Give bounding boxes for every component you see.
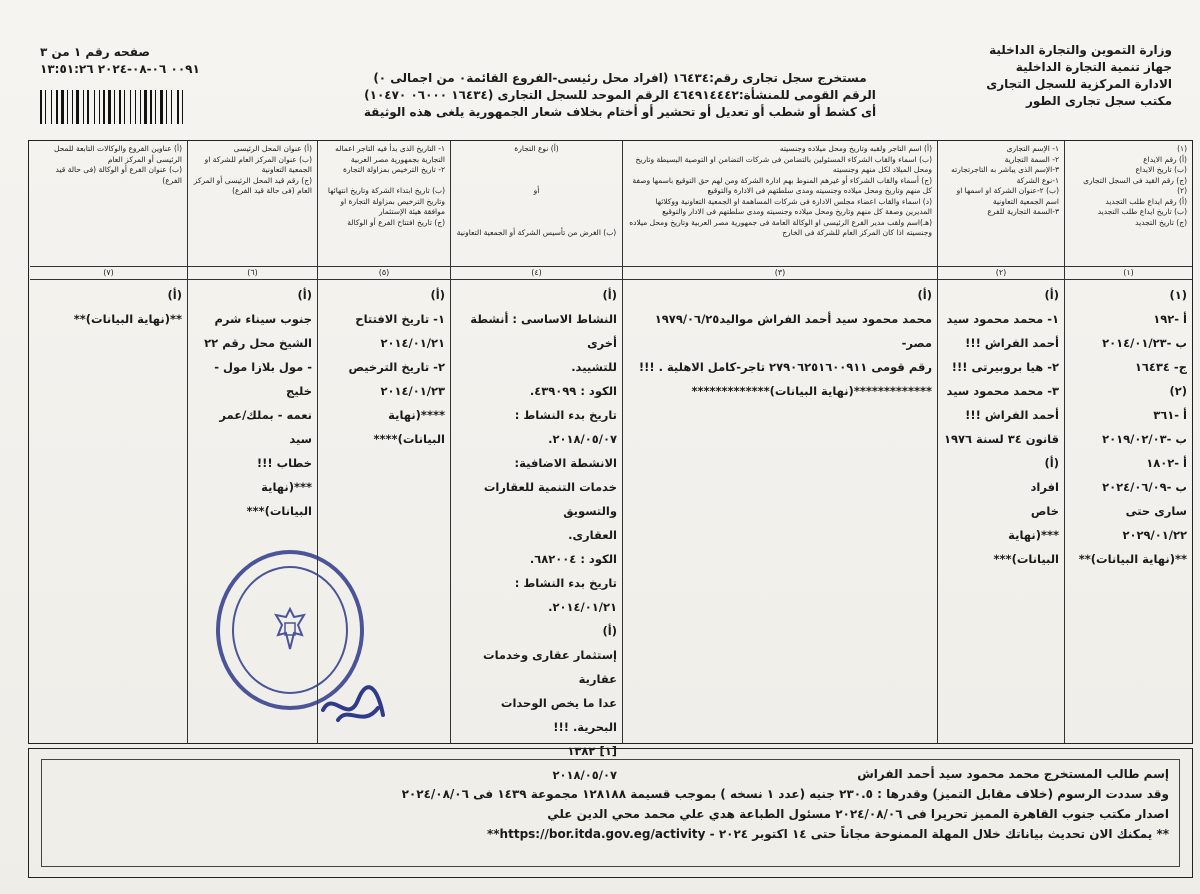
column-body: (أ) **(نهاية البيانات)** bbox=[73, 288, 182, 326]
requester-name: إسم طالب المستخرج محمد محمود سيد أحمد الفراش bbox=[857, 767, 1169, 781]
column-body: (أ) جنوب سيناء شرم الشيخ محل رقم ٢٢ - مول بلازا مول - خليج نعمه - بملك/عمر سيد خطاب !!! ***(نهاية البيانات)*** bbox=[204, 288, 312, 518]
column-2 bbox=[937, 141, 1064, 743]
ministry-line: وزارة التموين والتجارة الداخلية bbox=[989, 43, 1172, 57]
column-3 bbox=[622, 141, 937, 743]
fees-paid: وقد سددت الرسوم (خلاف مقابل التميز) وقدرها : ٢٣٠.٥ جنيه (عدد ١ نسخه ) بموجب قسيمة ١٢٨١٨٨ مجموعة ١٤٣٩ فى ٢٠٢٤/٠٨/٠٦ bbox=[401, 787, 1169, 801]
column-4 bbox=[450, 141, 622, 782]
column-body: (١) أ -١٩٢ ب -٢٠١٤/٠١/٢٣ ج- ١٦٤٣٤ (٢) أ -٣٦١ ب -٢٠١٩/٠٢/٠٣ أ -١٨٠٢ ب -٢٠٢٤/٠٦/٠٩ سارى حتى ٢٠٢٩/٠١/٢٢ **(نهاية البيانات)** bbox=[1078, 288, 1187, 566]
issuing-office: اصدار مكتب جنوب القاهرة المميز تحريرا فى ٢٠٢٤/٠٨/٠٦ مسئول الطباعة هدي علي محمد محي الدين علي bbox=[547, 807, 1169, 821]
column-header: (أ) نوع التجارة أو (ب) الغرض من تأسيس الشركة أو الجمعية التعاونية bbox=[451, 141, 622, 267]
column-body: (أ) ١- تاريخ الافتتاح ٢٠١٤/٠١/٢١ ٢- تاريخ الترخيص ٢٠١٤/٠١/٢٣ ****(نهاية البيانات)**** bbox=[348, 288, 445, 446]
column-number: (٢) bbox=[938, 267, 1064, 280]
column-number: (٧) bbox=[30, 267, 187, 280]
column-number: (٦) bbox=[188, 267, 317, 280]
registry-numbers: الرقم القومى للمنشأة:٤٦٤٩١٤٤٤٢ الرقم الموحد للسجل التجارى (١٦٤٣٤ ٠٦٠٠٠ ١٠٤٧٠) bbox=[364, 88, 876, 102]
column-header: ١- الإسم التجارى ٢- السمة التجارية ٣-الإسم الذى يباشر به التاجرتجارته ١-نوع الشركة (ب) ٢-عنوان الشركة او اسمها او اسم الجمعية التعاونية ٣-السمة التجارية للفرع bbox=[938, 141, 1064, 267]
column-number: (٥) bbox=[318, 267, 450, 280]
column-7 bbox=[30, 141, 187, 743]
extract-title: مستخرج سجل تجارى رقم:١٦٤٣٤ (افراد محل رئيسى-الفروع القائمة٠ من اجمالى ٠) bbox=[373, 71, 867, 85]
column-body: (أ) ١- محمد محمود سيد أحمد الفراش !!! ٢- هيا بروبيرتى !!! ٣- محمد محمود سيد أحمد الفراش !!! قانون ٣٤ لسنة ١٩٧٦ (أ) افراد خاص ***(نهاية البيانات)*** bbox=[943, 288, 1059, 566]
footer-box bbox=[28, 748, 1193, 878]
column-header: (أ) اسم التاجر ولقبه وتاريخ ومحل ميلاده وجنسيته (ب) اسماء والقاب الشركاء المسئولين بالتضامن فى شركات التضامن او التوصية البسيطة وتاريخ ومحل الميلاد لكل منهم وجنسيته (ج) أسماء والقاب الشركاء أو غيرهم المنوط بهم ادارة الشركة ومن لهم حق التوقيع باسمها وصفة كل منهم وتاريخ ومحل ميلاده وجنسيته ومدى سلطتهم فى الادارة والتوقيع (د) اسماء والقاب اعضاء مجلس الادارة فى شركات المساهمة او الجمعية التعاونية ووكلائها المديرين وصفة كل منهم وتاريخ ومحل ميلاده وجنسيته ومدى سلطتهم فى الادار والتوقيع (هـ)اسم ولقب مدير الفرع الرئيسى او الوكالة العامة فى جمهورية مصر العربية وتاريخ ومحل ميلاده وجنسيته اذا كان المركز العام للشركة فى الخارج bbox=[623, 141, 937, 267]
column-1 bbox=[1064, 141, 1192, 743]
column-body: (أ) محمد محمود سيد أحمد الفراش مواليد١٩٧٩/٠٦/٢٥ مصر- رقم قومى ٢٧٩٠٦٢٥١٦٠٠٩١١ تاجر-كامل الاهلية . !!! *************(نهاية البيانات)************* bbox=[638, 288, 932, 398]
validity-warning: أى كشط أو شطب أو تعديل أو تحشير أو أختام بخلاف شعار الجمهورية يلغى هذه الوثيقة bbox=[363, 105, 877, 119]
column-header: ١- التاريخ الذى بدأ فيه التاجر اعماله التجارية بجمهورية مصر العربية ٢- تاريخ الترخيص بمزاولة التجارة (ب) تاريخ ابتداء الشركة وتاريخ انتهائها وتاريخ الترخيص بمزاولة التجارة او موافقة هيئة الإستثمار (ج) تاريخ افتتاح الفرع أو الوكالة bbox=[318, 141, 450, 267]
ministry-header bbox=[922, 42, 1172, 110]
document-title-block bbox=[300, 70, 940, 121]
column-number: (٣) bbox=[623, 267, 937, 280]
eagle-emblem-icon bbox=[270, 605, 310, 655]
column-header: (أ) عنوان المحل الرئيسى (ب) عنوان المركز العام للشركة او الجمعية التعاونية (ج) رقم قيد المحل الرئيسى أو المركز العام (فى حالة قيد الفرع) bbox=[188, 141, 317, 267]
department-line: الادارة المركزية للسجل التجارى bbox=[986, 77, 1172, 91]
column-number: (١) bbox=[1065, 267, 1192, 280]
agency-line: جهاز تنمية التجارة الداخلية bbox=[1015, 60, 1172, 74]
barcode bbox=[40, 90, 240, 124]
signature-scribble bbox=[318, 670, 388, 730]
column-number: (٤) bbox=[451, 267, 622, 280]
column-body: (أ) النشاط الاساسى : أنشطة أخرى للتشييد. الكود : ٤٣٩٠٩٩. تاريخ بدء النشاط : ٢٠١٨/٠٥/٠٧. الانشطة الاضافية: خدمات التنمية للعقارات والتسويق العقارى. الكود : ٦٨٢٠٠٤. تاريخ بدء النشاط : ٢٠١٤/٠١/٢١. (أ) إستثمار عقارى وخدمات عقارية عدا ما يخص الوحدات البحرية. !!! [١] ١٣٨٢ ٢٠١٨/٠٥/٠٧ bbox=[470, 288, 617, 782]
page-number: صفحه رقم ١ من ٣ bbox=[40, 45, 150, 59]
footer-content bbox=[41, 759, 1180, 867]
print-timestamp: ٠٠٩١ ٠٦-٠٨-٢٠٢٤ ١٣:٥١:٢٦ bbox=[40, 62, 200, 76]
column-header: (١) (أ) رقم الايداع (ب) تاريخ الايداع (ج) رقم القيد فى السجل التجارى (٢) (أ) رقم ايداع طلب التجديد (ب) تاريخ ايداع طلب التجديد (ج) تاريخ التجديد bbox=[1065, 141, 1192, 267]
column-header: (أ) عناوين الفروع والوكالات التابعة للمحل الرئيسى أو المركز العام (ب) عنوان الفرع أو الوكالة (فى حالة قيد الفرع) bbox=[30, 141, 187, 267]
page-info bbox=[40, 44, 240, 78]
update-notice: ** يمكنك الان تحديث بياناتك خلال المهلة الممنوحة مجاناً حتى ١٤ اكتوبر ٢٠٢٤ - https://bor.itda.gov.eg/activity** bbox=[486, 827, 1169, 841]
office-line: مكتب سجل تجارى الطور bbox=[1025, 94, 1172, 108]
